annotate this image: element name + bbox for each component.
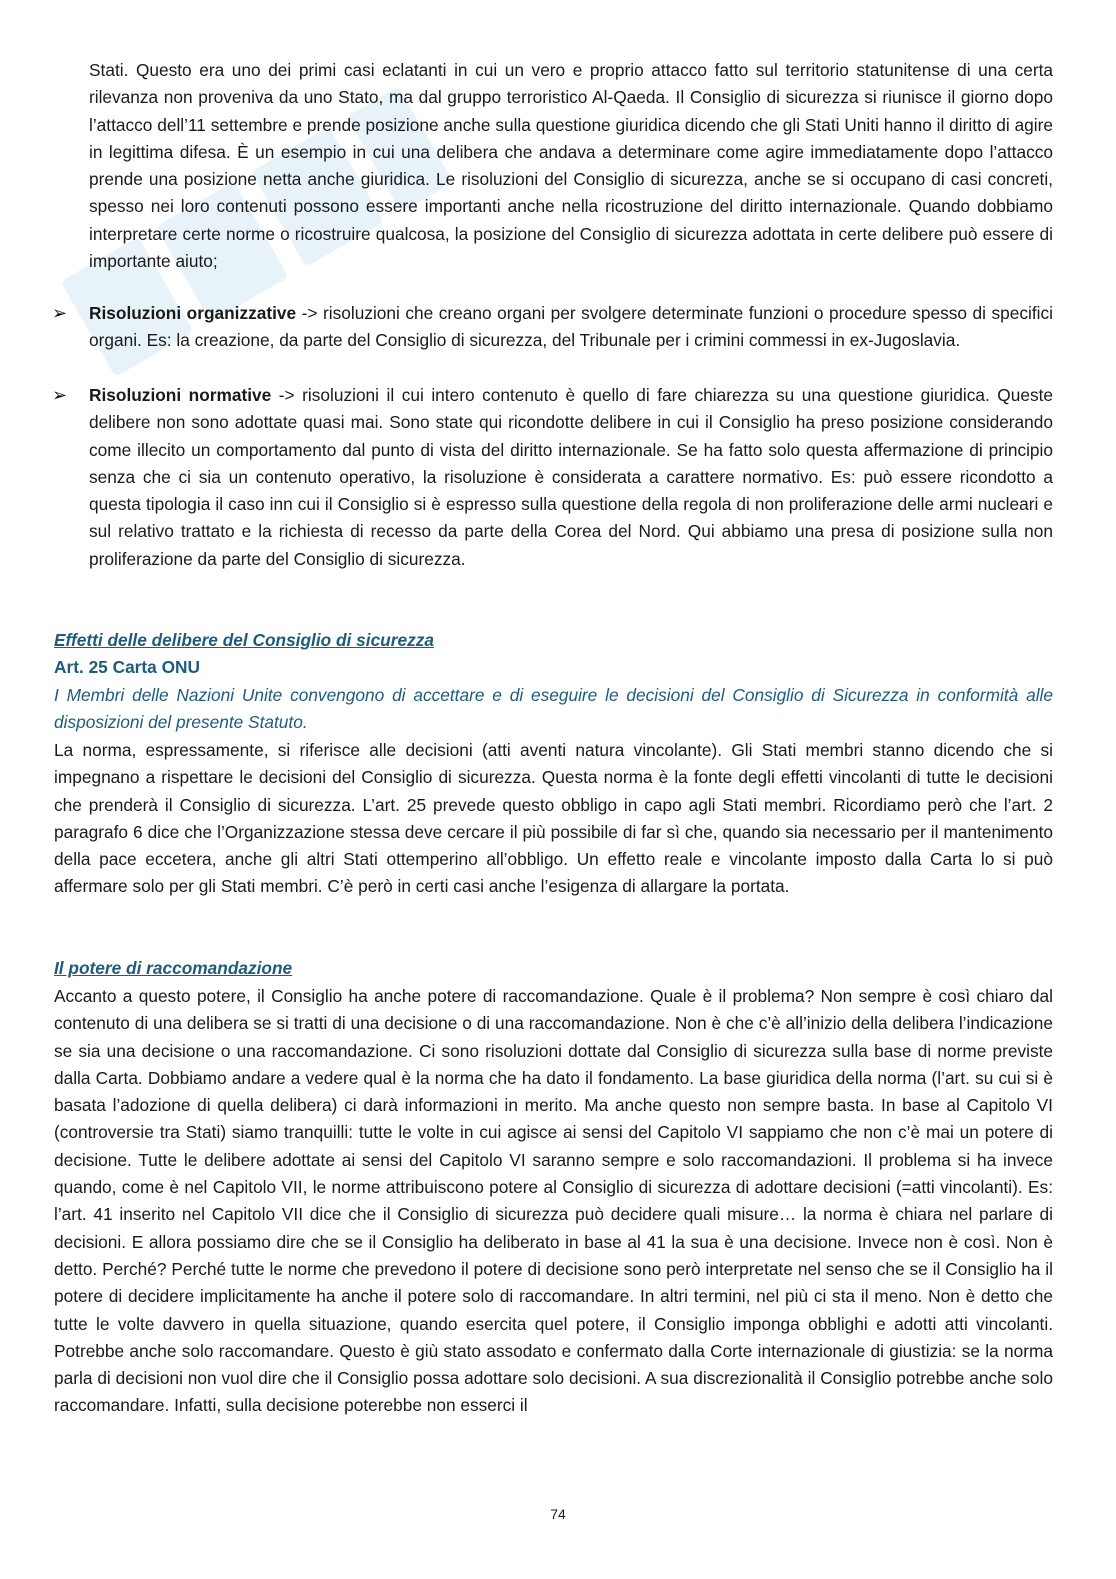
bullet-text: -> risoluzioni che creano organi per svolgere determinate funzioni o procedure spesso di specifici organi. Es: la creazione, da parte del Consiglio di sicurezza, del Tribunale per i crimini commessi in ex-Jugoslavia. — [89, 303, 1053, 351]
bullet-item-organizzative — [52, 300, 1053, 355]
bullet-text: -> risoluzioni il cui intero contenuto è quello di fare chiarezza su una questione giuridica. Queste delibere non sono adottate quasi mai. Sono state qui ricondotte delibere in cui il Consiglio ha preso posizione considerando come illecito un comportamento dal punto di vista del diritto internazionale. Se ha fatto solo questa affermazione di principio senza che ci sia un contenuto operativo, la risoluzione è considerata a carattere normativo. Es: può essere ricondotto a questa tipologia il caso inn cui il Consiglio si è espresso sulla questione della regola di non proliferazione delle armi nucleari e sul relativo trattato e la richiesta di recesso da parte della Corea del Nord. Qui abbiamo una presa di posizione sulla non proliferazione da parte del Consiglio di sicurezza. — [89, 385, 1053, 569]
article-quote: I Membri delle Nazioni Unite convengono di accettare e di eseguire le decisioni del Consiglio di Sicurezza in conformità alle disposizioni del presente Statuto. — [54, 685, 1053, 733]
section-paragraph-effetti: La norma, espressamente, si riferisce alle decisioni (atti aventi natura vincolante). Gli Stati membri stanno dicendo che si impegnano a rispettare le decisioni del Consiglio di sicurezza. Questa norma è la fonte degli effetti vincolanti di tutte le decisioni che prenderà il Consiglio di sicurezza. L’art. 25 prevede questo obbligo in capo agli Stati membri. Ricordiamo però che l’art. 2 paragrafo 6 dice che l’Organizzazione stessa deve cercare il più possibile di far sì che, quando sia necessario per il mantenimento della pace eccetera, anche gli altri Stati ottemperino all’obbligo. Un effetto reale e vincolante imposto dalla Carta lo si può affermare solo per gli Stati membri. C’è però in certi casi anche l’esigenza di allargare la portata. — [54, 740, 1053, 897]
section-heading-raccomandazione: Il potere di raccomandazione — [54, 958, 293, 978]
article-title: Art. 25 Carta ONU — [54, 657, 200, 677]
section-heading-effetti: Effetti delle delibere del Consiglio di sicurezza — [54, 630, 434, 650]
bullet-item-normative — [52, 382, 1053, 573]
intro-paragraph: Stati. Questo era uno dei primi casi eclatanti in cui un vero e proprio attacco fatto sul territorio statunitense di una certa rilevanza non proveniva da uno Stato, ma dal gruppo terroristico Al-Qaeda. Il Consiglio di sicurezza si riunisce il giorno dopo l’attacco dell’11 settembre e prende posizione anche sulla questione giuridica dicendo che gli Stati Uniti hanno il diritto di agire in legittima difesa. È un esempio in cui una delibera che andava a determinare come agire immediatamente dopo l’attacco prende una posizione netta anche giuridica. Le risoluzioni del Consiglio di sicurezza, anche se si occupano di casi concreti, spesso nei loro contenuti possono essere importanti anche nella ricostruzione del diritto internazionale. Quando dobbiamo interpretare certe norme o ricostruire qualcosa, la posizione del Consiglio di sicurezza adottata in certe delibere può essere di importante aiuto; — [89, 60, 1053, 272]
bullet-term: Risoluzioni organizzative — [89, 303, 297, 323]
arrow-bullet-icon: ➢ — [52, 385, 68, 405]
section-paragraph-raccomandazione: Accanto a questo potere, il Consiglio ha anche potere di raccomandazione. Quale è il problema? Non sempre è così chiaro dal contenuto di una delibera se si tratti di una decisione o di una raccomandazione. Non è che c’è all’inizio della delibera l’indicazione se sia una decisione o una raccomandazione. Ci sono risoluzioni dottate dal Consiglio di sicurezza sulla base di norme previste dalla Carta. Dobbiamo andare a vedere qual è la norma che ha dato il fondamento. La base giuridica della norma (l’art. su cui si è basata l’adozione di quella delibera) ci darà informazioni in merito. Ma anche questo non sempre basta. In base al Capitolo VI (controversie tra Stati) siamo tranquilli: tutte le volte in cui agisce ai sensi del Capitolo VI sappiamo che non c’è mai un potere di decisione. Tutte le delibere adottate ai sensi del Capitolo VI saranno sempre e solo raccomandazioni. Il problema si ha invece quando, come è nel Capitolo VII, le norme attribuiscono potere al Consiglio di sicurezza di adottare decisioni (=atti vincolanti). Es: l’art. 41 inserito nel Capitolo VII dice che il Consiglio di sicurezza può decidere quali misure… la norma è chiara nel parlare di decisioni. E allora possiamo dire che se il Consiglio ha deliberato in base al 41 la sua è una decisione. Invece non è così. Non è detto. Perché? Perché tutte le norme che prevedono il potere di decisione sono però interpretate nel senso che se il Consiglio ha il potere di decidere implicitamente ha anche il potere solo di raccomandare. In altri termini, nel più ci sta il meno. Non è detto che tutte le volte davvero in quella situazione, quando esercita quel potere, il Consiglio imponga obblighi e adotti atti vincolanti. Potrebbe anche solo raccomandare. Questo è giù stato assodato e confermato dalla Corte internazionale di giustizia: se la norma parla di decisioni non vuol dire che il Consiglio possa adottare solo decisioni. A sua discrezionalità il Consiglio potrebbe anche solo raccomandare. Infatti, sulla decisione poterebbe non esserci il — [54, 986, 1053, 1416]
arrow-bullet-icon: ➢ — [52, 303, 68, 323]
page-number: 74 — [550, 1506, 566, 1522]
bullet-term: Risoluzioni normative — [89, 385, 272, 405]
